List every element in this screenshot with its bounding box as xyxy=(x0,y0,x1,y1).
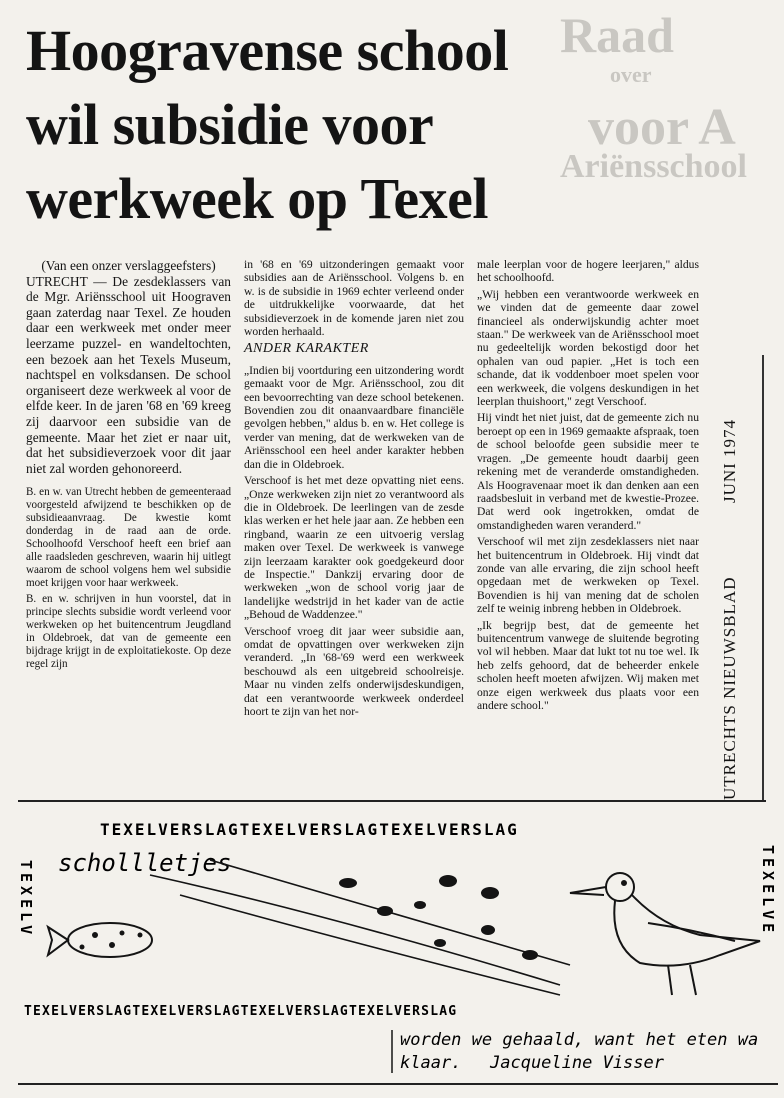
article-column-2 xyxy=(244,258,464,721)
article-paragraph: „Wij hebben een verantwoorde werkweek en we vinden dat de gemeente daar zowel financieel als onderwijskundig achter moet staan." De werkweek van de Ariënsschool moet nu gedeeltelijk worden bekostigd door het ophalen van oud papier. „Het is toch een schande, dat ik voddenboer moet spelen voor een werkweek, die volgens deskundigen in het leerplan thuishoort," zegt Verschoof. xyxy=(477,287,699,409)
background-headline-1: Raad xyxy=(560,7,674,63)
drawing-right-border-text: TEXELVE xyxy=(759,845,777,937)
source-date: JUNI 1974 xyxy=(720,418,739,504)
fish-label: schollletjes xyxy=(58,849,232,877)
article-paragraph: B. en w. schrijven in hun voorstel, dat in principe slechts subsidie wordt verleend voor werkweken op het buitencentrum Jeugdland in Oldebroek, dat van de gemeente een bijdrage krijgt in de exploitatiekoste. Op deze regel zijn xyxy=(26,593,231,671)
handwritten-note-line-1: worden we gehaald, want het eten wa xyxy=(400,1030,759,1050)
article-headline xyxy=(26,14,676,236)
article-paragraph: in '68 en '69 uitzonderingen gemaakt voor subsidies aan de Ariënsschool. Volgens b. en w. is de subsidie in 1969 echter verleend onder de uitdrukkelijke voorwaarde, dat het subsidieverzoek in de komende jaren niet zou worden herhaald. xyxy=(244,258,464,339)
bottom-divider-rule xyxy=(18,1083,778,1085)
article-paragraph: Hij vindt het niet juist, dat de gemeente zich nu beroept op een in 1969 gemaakte afspraak, toen de school beloofde geen subsidie meer te vragen. „De gemeente houdt daarbij geen rekening met de veranderde omstandigheden. Als Hoogravenaar moet ik dan denken aan een raadsbesluit in verband met de kwestie-Prozee. Dat werd ook ingetrokken, omdat de omstandigheden waren veranderd." xyxy=(477,411,699,532)
background-headline-4: Ariënsschool xyxy=(560,148,747,185)
signature: Jacqueline Visser xyxy=(490,1053,664,1073)
source-text xyxy=(720,419,740,800)
article-paragraph: B. en w. van Utrecht hebben de gemeenteraad voorgesteld afwijzend te beschikken op de subsidieaanvraag. De kwestie komt donderdag in de raad aan de orde. Schoolhoofd Verschoof heeft een brief aan alle raadsleden geschreven, waarin hij uitlegt waarom de school volgens hem wel subsidie moet krijgen voor haar werkweek. xyxy=(26,486,231,590)
drawing-left-border-text: TEXELV xyxy=(17,860,35,939)
top-divider-rule xyxy=(18,800,766,802)
article-paragraph: Verschoof vroeg dit jaar weer subsidie aan, omdat de opvattingen over werkweken zijn veranderd. „In '68-'69 werd een werkweek beschouwd als een uitgebreid schoolreisje. Maar nu vinden zelfs onderwijsdeskundigen, dat een verantwoorde werkweek onderdeel hoort te zijn van het nor- xyxy=(244,624,464,718)
headline-line-3: werkweek op Texel xyxy=(26,166,488,231)
motion-lines xyxy=(150,860,570,995)
handwritten-note-line-2: klaar. xyxy=(400,1053,462,1073)
drawing-top-border-text: TEXELVERSLAGTEXELVERSLAGTEXELVERSLAG xyxy=(100,820,519,839)
article-subheading: ANDER KARAKTER xyxy=(244,341,369,357)
source-name: UTRECHTS NIEUWSBLAD xyxy=(720,576,739,800)
article-column-3 xyxy=(477,258,699,715)
childrens-drawing xyxy=(0,805,784,1080)
headline-line-2: wil subsidie voor xyxy=(26,92,434,157)
article-paragraph: „Indien bij voortduring een uitzondering wordt gemaakt voor de Mgr. Ariënsschool, zou dit een bevoorrechting van deze school betekenen. Bovendien zou dit onaanvaardbare financiële gevolgen hebben," aldus b. en w. Het college is verder van mening, dat de werkweken van de Ariënsschool een heel ander karakter hebben dan die in Oldebroek. xyxy=(244,363,464,471)
article-intro: UTRECHT — De zesdeklassers van de Mgr. Ariënsschool uit Hoograven gaan zaterdag naar Texel. Ze houden daar een werkweek met onder meer leerzame puzzel- en wandeltochten, een bezoek aan het Texels Museum, nachtspel en volksdansen. De school organiseert deze werkweek al voor de elfde keer. In de jaren '68 en '69 kreeg zij daarvoor een subsidie van de gemeente. Maar het ziet er naar uit, dat het subsidieverzoek voor dit jaar niet zal worden gehonoreerd. xyxy=(26,273,231,476)
article-intro-block xyxy=(26,258,231,476)
article-paragraph: „Ik begrijp best, dat de gemeente het buitencentrum vanwege de sluitende begroting vol wil hebben. Maar dat lukt tot nu toe wel. Ik heb zelfs gehoord, dat de beheerder enkele scholen heeft moeten afwijzen. Wij maken met onze eigen werkweek dus plaats voor een andere school." xyxy=(477,618,699,712)
article-paragraph: Verschoof wil met zijn zesdeklassers niet naar het buitencentrum in Oldebroek. Hij vindt dat zonde van alle ervaring, die zijn school heeft opgedaan met de werkweken op Texel. Bovendien is hij van mening dat de scholen zelf te weinig inbreng hebben in Oldebroek. xyxy=(477,535,699,616)
headline-line-1: Hoogravense school xyxy=(26,18,509,83)
article-byline: (Van een onzer verslaggeefsters) xyxy=(41,258,216,273)
article-paragraph: male leerplan voor de hogere leerjaren," aldus het schoolhoofd. xyxy=(477,258,699,285)
source-divider xyxy=(762,355,764,800)
source-label xyxy=(714,360,764,800)
drawing-bottom-border-text: TEXELVERSLAGTEXELVERSLAGTEXELVERSLAGTEXELVERSLAG xyxy=(24,1004,458,1019)
background-headline-2: over xyxy=(610,62,652,87)
seagull-illustration xyxy=(570,873,760,995)
background-headline-3: voor A xyxy=(588,99,736,156)
article-paragraph: Verschoof is het met deze opvatting niet eens. „Onze werkweken zijn niet zo verantwoord als die in Oldebroek. De leerlingen van de zesde klas werken er het hele jaar aan. Ze hebben een ringband, waarin ze een uitvoerig verslag maken over Texel. De werkweek is vanwege zijn leerzaam karakter ook goedgekeurd door de Inspectie." Dankzij ervaring door de werkweken „won de school vorig jaar de landelijke wedstrijd in het kader van de actie „Behoud de Waddenzee." xyxy=(244,474,464,622)
article-column-1 xyxy=(26,258,231,674)
fish-illustration xyxy=(48,923,152,957)
